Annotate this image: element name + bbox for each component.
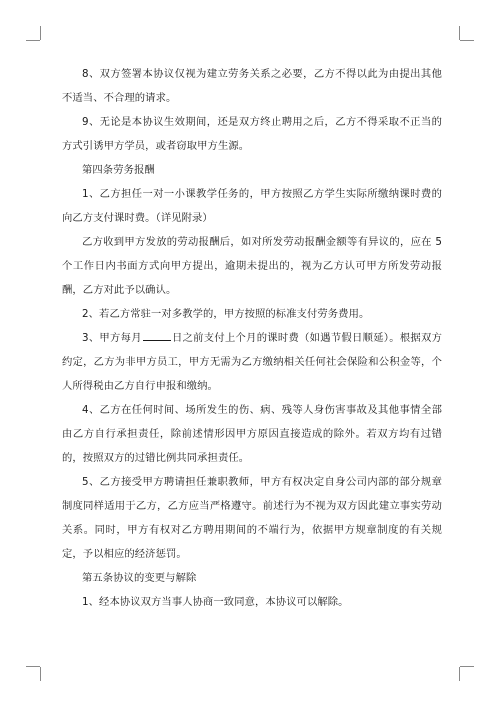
clause-paragraph: 乙方收到甲方发放的劳动报酬后，如对所发劳动报酬金额等有异议的，应在 5 个工作日内书面方式向甲方提出，逾期未提出的，视为乙方认可甲方所发劳动报酬，乙方对此予以确认。 <box>62 236 442 296</box>
clause-paragraph: 4、乙方在任何时间、场所发生的伤、病、残等人身伤害事故及其他事情全部由乙方自行承担责任，除前述情形因甲方原因直接造成的除外。若双方均有过错的，按照双方的过错比例共同承担责任。 <box>62 404 442 464</box>
crop-mark-top-left-v <box>40 26 41 40</box>
crop-mark-top-left-h <box>26 40 40 41</box>
clause-paragraph: 1、经本协议双方当事人协商一致同意，本协议可以解除。 <box>82 596 349 608</box>
clause-text-before-blank: 3、甲方每月 <box>82 332 142 344</box>
crop-mark-top-right-h <box>460 40 474 41</box>
document-body <box>62 62 442 614</box>
clause-paragraph: 2、若乙方常驻一对多教学的，甲方按照的标准支付劳务费用。 <box>82 308 370 320</box>
crop-mark-bottom-left-v <box>40 667 41 681</box>
clause-paragraph: 9、无论是本协议生效期间，还是双方终止聘用之后，乙方不得采取不正当的方式引诱甲方学员，或者窃取甲方生源。 <box>62 116 442 152</box>
fill-in-blank <box>143 329 171 341</box>
section-heading: 第五条协议的变更与解除 <box>82 572 197 584</box>
clause-paragraph: 5、乙方接受甲方聘请担任兼职教师，甲方有权决定自身公司内部的部分规章制度同样适用于乙方，乙方应当严格遵守。前述行为不视为双方因此建立事实劳动关系。同时，甲方有权对乙方聘用期间的不端行为，依据甲方规章制度的有关规定，予以相应的经济惩罚。 <box>62 476 442 560</box>
clause-paragraph: 8、双方签署本协议仅视为建立劳务关系之必要，乙方不得以此为由提出其他不适当、不合理的请求。 <box>62 68 442 104</box>
clause-text-after-blank: 日之前支付上个月的课时费（如遇节假日顺延）。根据双方约定，乙方为非甲方员工，甲方无需为乙方缴纳相关任何社会保险和公积金等，个人所得税由乙方自行申报和缴纳。 <box>62 332 442 392</box>
clause-paragraph: 1、乙方担任一对一小课教学任务的，甲方按照乙方学生实际所缴纳课时费的向乙方支付课时费。（详见附录） <box>62 188 442 224</box>
crop-mark-bottom-right-v <box>459 667 460 681</box>
crop-mark-bottom-left-h <box>26 666 40 667</box>
clause-paragraph-with-blank <box>62 326 442 398</box>
crop-mark-bottom-right-h <box>460 666 474 667</box>
section-heading: 第四条劳务报酬 <box>82 164 155 176</box>
crop-mark-top-right-v <box>459 26 460 40</box>
